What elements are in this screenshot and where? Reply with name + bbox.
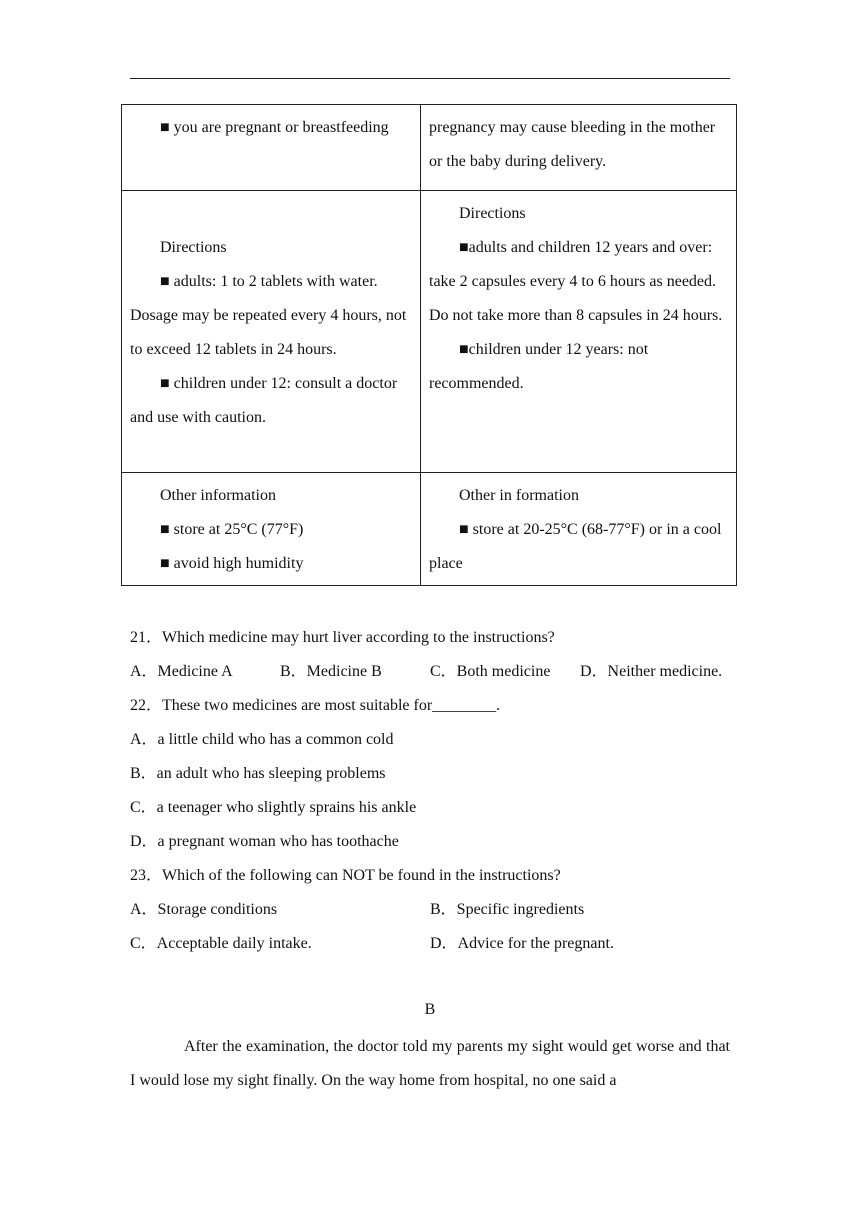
question-23-option-a[interactable]: A．Storage conditions — [130, 901, 278, 918]
medicine-a-warning-cell — [122, 105, 421, 191]
other-info-item: ■ store at 20-25°C (68-77°F) or in a cool place — [429, 521, 722, 572]
directions-heading: Directions — [160, 239, 227, 256]
question-22-option-b[interactable]: B．an adult who has sleeping problems — [130, 765, 386, 782]
other-info-item: ■ avoid high humidity — [160, 555, 304, 572]
question-22-option-c[interactable]: C．a teenager who slightly sprains his ankle — [130, 799, 417, 816]
medicine-a-directions-cell — [122, 191, 421, 473]
question-22-option-a[interactable]: A．a little child who has a common cold — [130, 731, 394, 748]
section-b-heading: B — [424, 1001, 436, 1018]
question-23-option-d[interactable]: D．Advice for the pregnant. — [430, 935, 614, 952]
medicine-b-warning-cell — [421, 105, 737, 191]
question-21-option-d[interactable]: D．Neither medicine. — [580, 663, 723, 680]
question-21-option-c[interactable]: C．Both medicine — [430, 663, 551, 680]
medicine-a-other-info-cell — [122, 473, 421, 586]
question-23-option-c[interactable]: C．Acceptable daily intake. — [130, 935, 312, 952]
directions-item: ■ children under 12: consult a doctor and use with caution. — [130, 375, 398, 426]
other-info-heading: Other in formation — [459, 487, 579, 504]
medicine-b-other-info-cell — [421, 473, 737, 586]
question-23-stem: 23．Which of the following can NOT be found in the instructions? — [130, 867, 561, 884]
warning-text: pregnancy may cause bleeding in the mother or the baby during delivery. — [429, 119, 716, 170]
question-21-option-b[interactable]: B．Medicine B — [280, 663, 382, 680]
table-row-other-information — [122, 473, 737, 586]
directions-item: ■children under 12 years: not recommended. — [429, 341, 649, 392]
medicine-b-directions-cell — [421, 191, 737, 473]
table-row-warnings — [122, 105, 737, 191]
question-22-stem: 22．These two medicines are most suitable for________. — [130, 697, 501, 714]
directions-item: ■ adults: 1 to 2 tablets with water. Dosage may be repeated every 4 hours, not to exceed 12 tablets in 24 hours. — [130, 273, 407, 358]
header-rule — [130, 78, 730, 79]
question-22-option-d[interactable]: D．a pregnant woman who has toothache — [130, 833, 399, 850]
warning-item: ■ you are pregnant or breastfeeding — [160, 119, 389, 136]
question-21-stem: 21．Which medicine may hurt liver according to the instructions? — [130, 629, 555, 646]
medicine-comparison-table — [121, 104, 737, 586]
question-21-option-a[interactable]: A．Medicine A — [130, 663, 233, 680]
other-info-item: ■ store at 25°C (77°F) — [160, 521, 304, 538]
other-info-heading: Other information — [160, 487, 276, 504]
section-b-passage: After the examination, the doctor told my parents my sight would get worse and that I would lose my sight finally. On the way home from hospital, no one said a — [130, 1038, 730, 1089]
directions-item: ■adults and children 12 years and over: take 2 capsules every 4 to 6 hours as needed. Do not take more than 8 capsules in 24 hours. — [429, 239, 723, 324]
question-23-option-b[interactable]: B．Specific ingredients — [430, 901, 585, 918]
directions-heading: Directions — [459, 205, 526, 222]
table-row-directions — [122, 191, 737, 473]
